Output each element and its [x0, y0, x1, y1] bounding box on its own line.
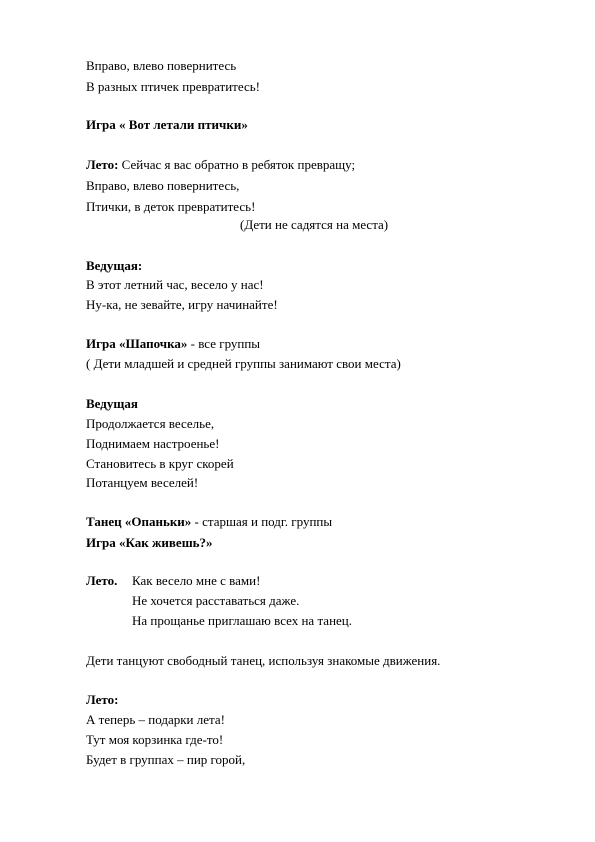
text-line: Птички, в деток превратитесь!	[86, 199, 256, 214]
text-line: Вправо, влево повернитесь	[86, 58, 237, 73]
game-heading: Игра « Вот летали птички»	[86, 117, 248, 132]
speaker-name: Лето:	[86, 157, 119, 172]
game-groups: - все группы	[187, 336, 261, 351]
text-line: Не хочется расставаться даже.	[132, 593, 300, 608]
text-line: Становитесь в круг скорей	[86, 456, 234, 471]
dance-line	[86, 514, 332, 530]
text-line: На прощанье приглашаю всех на танец.	[132, 613, 352, 628]
speaker-heading: Лето:	[86, 692, 119, 707]
speaker-heading: Ведущая	[86, 396, 138, 411]
speaker-line	[86, 573, 117, 589]
speaker-name: Лето.	[86, 573, 118, 588]
game-title: Игра «Шапочка»	[86, 336, 188, 351]
dance-title: Танец «Опаньки»	[86, 514, 192, 529]
game-heading: Игра «Как живешь?»	[86, 535, 213, 550]
text-line: Тут моя корзинка где-то!	[86, 732, 224, 747]
stage-direction: Дети танцуют свободный танец, используя знакомые движения.	[86, 653, 441, 668]
speaker-text: Как весело мне с вами!	[132, 573, 261, 588]
text-line: Ну-ка, не зевайте, игру начинайте!	[86, 297, 278, 312]
speaker-text: Сейчас я вас обратно в ребяток превращу;	[118, 157, 356, 172]
text-line: Поднимаем настроенье!	[86, 436, 220, 451]
text-line: Будет в группах – пир горой,	[86, 752, 246, 767]
text-line: В этот летний час, весело у нас!	[86, 277, 264, 292]
text-line: Вправо, влево повернитесь,	[86, 178, 240, 193]
stage-direction: ( Дети младшей и средней группы занимают свои места)	[86, 356, 401, 371]
stage-direction: (Дети не садятся на места)	[240, 217, 389, 232]
text-line: В разных птичек превратитесь!	[86, 79, 260, 94]
speaker-line	[86, 157, 355, 173]
speaker-heading: Ведущая:	[86, 258, 143, 273]
text-line: А теперь – подарки лета!	[86, 712, 225, 727]
game-line	[86, 336, 260, 352]
text-line: Потанцуем веселей!	[86, 475, 199, 490]
text-line: Продолжается веселье,	[86, 416, 215, 431]
dance-groups: - старшая и подг. группы	[191, 514, 333, 529]
